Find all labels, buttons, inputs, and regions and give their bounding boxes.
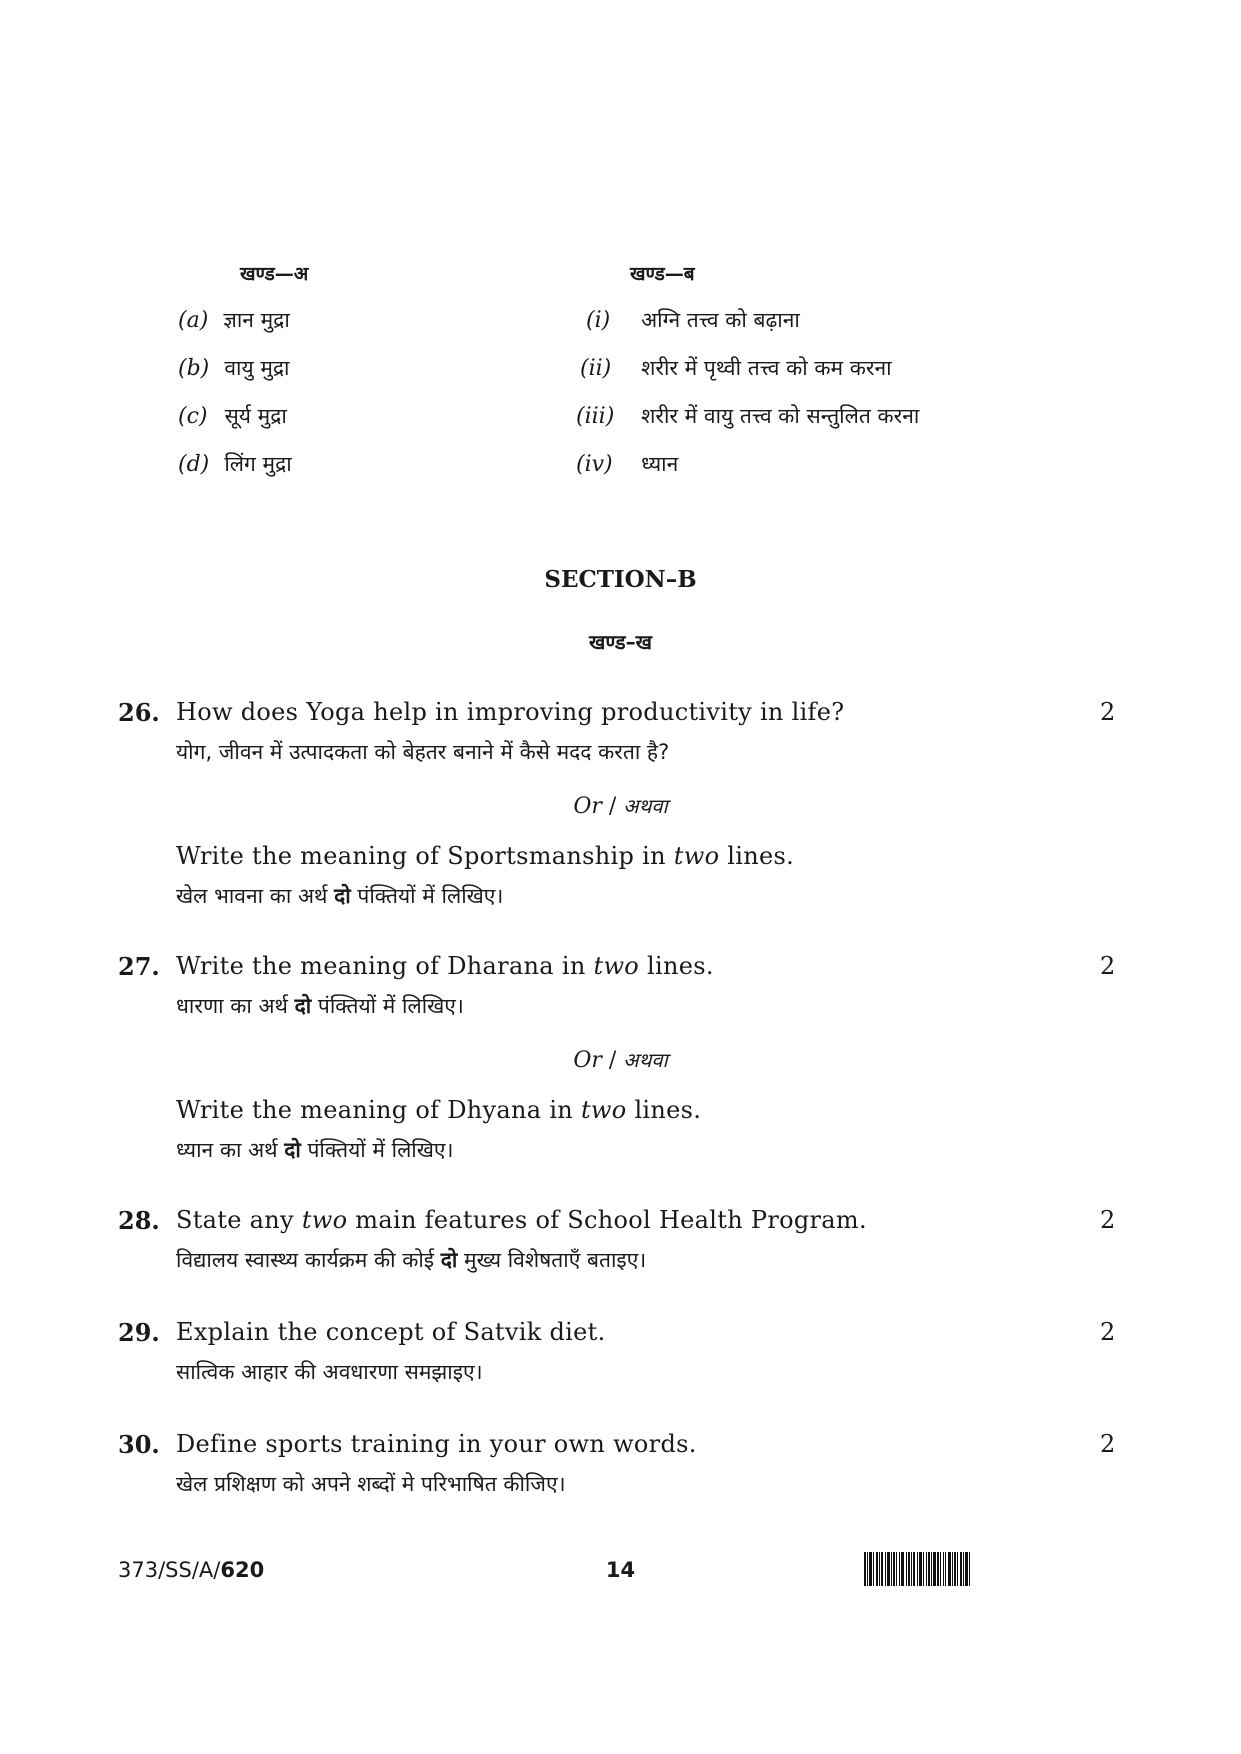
question-marks: 2 <box>1100 698 1116 726</box>
column-a-heading: खण्ड—अ <box>240 263 309 285</box>
alt-hi-bold: दो <box>334 884 351 908</box>
alt-hi-bold: दो <box>284 1138 301 1162</box>
question-text-hi: खेल प्रशिक्षण को अपने शब्दों मे परिभाषित कीजिए। <box>176 1472 566 1496</box>
item-marker: (iv) <box>576 452 613 477</box>
question-number: 28. <box>118 1206 160 1235</box>
question-text-en: How does Yoga help in improving productivity in life? <box>176 698 845 726</box>
list-item <box>178 450 292 478</box>
alt-en-emphasis: two <box>580 1096 627 1124</box>
question-marks: 2 <box>1100 952 1116 980</box>
item-text: शरीर में पृथ्वी तत्त्व को कम करना <box>641 356 892 380</box>
alt-en-part: lines. <box>719 842 795 870</box>
section-title: SECTION–B <box>544 566 697 593</box>
q-hi-part: धारणा का अर्थ <box>176 994 295 1018</box>
alt-hi-part: ध्यान का अर्थ <box>176 1138 285 1162</box>
item-text: ध्यान <box>641 452 679 476</box>
q-en-part: Write the meaning of Dharana in <box>176 952 594 980</box>
item-marker: (b) <box>178 356 210 381</box>
list-item <box>586 306 800 334</box>
barcode-bar <box>970 1552 972 1586</box>
list-item <box>178 354 289 382</box>
q-en-emphasis: two <box>593 952 640 980</box>
alt-en-emphasis: two <box>673 842 720 870</box>
q-hi-bold: दो <box>294 994 312 1018</box>
alt-hi-part: पंक्तियों में लिखिए। <box>350 884 504 908</box>
item-marker: (a) <box>178 308 209 333</box>
or-label-en: Or <box>573 1048 602 1073</box>
alternative-text-en <box>176 1096 701 1124</box>
question-text-en <box>176 1206 867 1234</box>
or-separator <box>0 792 1241 819</box>
item-text: अग्नि तत्त्व को बढ़ाना <box>641 308 800 332</box>
question-text-en: Define sports training in your own words. <box>176 1430 697 1458</box>
q-en-part: lines. <box>639 952 714 980</box>
list-item <box>178 402 287 430</box>
question-marks: 2 <box>1100 1430 1116 1458</box>
question-text-hi <box>176 992 464 1020</box>
q-hi-part: मुख्य विशेषताएँ बताइए। <box>457 1248 647 1272</box>
paper-code-number: 620 <box>220 1558 265 1582</box>
question-number: 30. <box>118 1430 160 1459</box>
question-marks: 2 <box>1100 1206 1116 1234</box>
alt-hi-part: पंक्तियों में लिखिए। <box>300 1138 454 1162</box>
alt-en-part: Write the meaning of Dhyana in <box>176 1096 581 1124</box>
or-label-en: Or <box>573 794 602 819</box>
question-text-hi <box>176 1246 646 1274</box>
section-hindi-title: खण्ड–ख <box>589 630 652 654</box>
or-label-hi: अथवा <box>623 1048 668 1072</box>
barcode <box>864 1552 1126 1586</box>
question-text-en: Explain the concept of Satvik diet. <box>176 1318 606 1346</box>
question-marks: 2 <box>1100 1318 1116 1346</box>
q-hi-part: विद्यालय स्वास्थ्य कार्यक्रम की कोई <box>176 1248 441 1272</box>
q-en-part: State any <box>176 1206 302 1234</box>
item-marker: (c) <box>178 404 208 429</box>
or-label-sep: / <box>601 1048 624 1073</box>
item-text: लिंग मुद्रा <box>224 452 292 476</box>
column-b-heading: खण्ड—ब <box>630 263 695 285</box>
question-number: 29. <box>118 1318 160 1347</box>
list-item <box>580 354 892 382</box>
question-text-hi: योग, जीवन में उत्पादकता को बेहतर बनाने में कैसे मदद करता है? <box>176 740 670 764</box>
list-item <box>576 402 919 430</box>
or-separator <box>0 1046 1241 1073</box>
q-hi-bold: दो <box>440 1248 458 1272</box>
item-marker: (d) <box>178 452 210 477</box>
q-hi-part: पंक्तियों में लिखिए। <box>311 994 464 1018</box>
item-marker: (iii) <box>576 404 615 429</box>
alternative-text-hi <box>176 882 503 910</box>
alt-hi-part: खेल भावना का अर्थ <box>176 884 335 908</box>
question-text-en <box>176 952 714 980</box>
item-text: सूर्य मुद्रा <box>224 404 287 428</box>
alt-en-part: lines. <box>626 1096 702 1124</box>
item-marker: (i) <box>586 308 611 333</box>
list-item <box>178 306 290 334</box>
list-item <box>576 450 678 478</box>
page-number: 14 <box>605 1558 636 1582</box>
q-en-part: main features of School Health Program. <box>347 1206 867 1234</box>
item-text: ज्ञान मुद्रा <box>223 308 290 332</box>
alt-en-part: Write the meaning of Sportsmanship in <box>176 842 674 870</box>
item-text: शरीर में वायु तत्त्व को सन्तुलित करना <box>641 404 920 428</box>
paper-code-prefix: 373/SS/A/ <box>118 1558 221 1582</box>
alternative-text-en <box>176 842 794 870</box>
question-number: 27. <box>118 952 160 981</box>
or-label-sep: / <box>601 794 624 819</box>
question-number: 26. <box>118 698 160 727</box>
item-text: वायु मुद्रा <box>224 356 290 380</box>
item-marker: (ii) <box>580 356 612 381</box>
or-label-hi: अथवा <box>623 794 668 818</box>
alternative-text-hi <box>176 1136 454 1164</box>
question-text-hi: सात्विक आहार की अवधारणा समझाइए। <box>176 1360 483 1384</box>
q-en-emphasis: two <box>301 1206 348 1234</box>
